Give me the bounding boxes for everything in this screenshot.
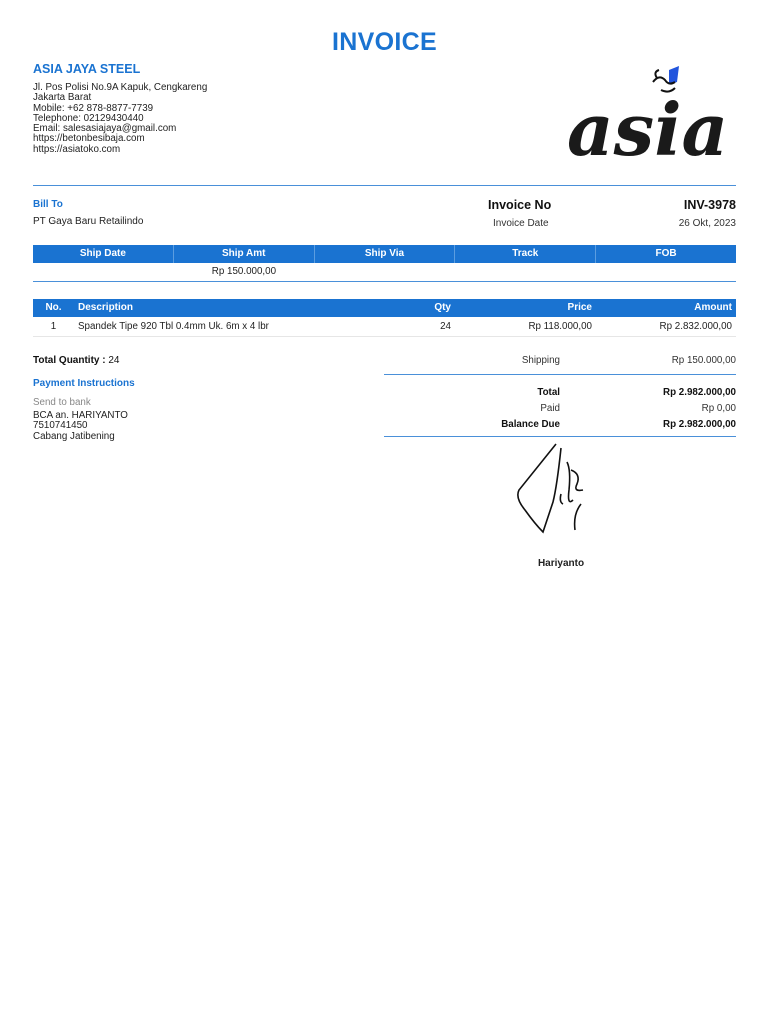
bank-account-number: 7510741450 (33, 420, 88, 432)
mobile-line: Mobile: +62 878-8877-7739 (33, 102, 154, 114)
total-quantity-label: Total Quantity : (33, 355, 106, 366)
bank-account-name: BCA an. HARIYANTO (33, 410, 128, 421)
ship-via-header: Ship Via (315, 245, 456, 263)
items-table-header (33, 299, 736, 317)
balance-due-label: Balance Due (501, 419, 560, 430)
qty-header: Qty (434, 302, 451, 313)
summary-divider (384, 436, 736, 437)
shipping-table-row (33, 263, 736, 280)
fob-header: FOB (655, 248, 677, 259)
description-header: Description (78, 302, 134, 313)
track-header: Track (455, 245, 596, 263)
table-row (33, 318, 736, 337)
price-header: Price (567, 302, 592, 313)
ship-date-cell (33, 263, 174, 280)
shipping-table-header (33, 245, 736, 263)
total-quantity-value: 24 (108, 355, 120, 366)
company-name: ASIA JAYA STEEL (33, 62, 141, 76)
bill-to-label: Bill To (33, 199, 63, 210)
payment-sub: Send to bank (33, 397, 91, 408)
invoice-page (33, 0, 736, 1024)
paid-value: Rp 0,00 (701, 403, 736, 414)
signature-image (511, 440, 611, 540)
item-qty: 24 (440, 321, 451, 332)
payment-instructions-label: Payment Instructions (33, 378, 135, 389)
item-no: 1 (50, 321, 57, 332)
invoice-date-label: Invoice Date (493, 218, 549, 229)
telephone-line: Telephone: 02129430440 (33, 112, 144, 124)
paid-label: Paid (540, 403, 560, 414)
ship-date-header: Ship Date (33, 245, 174, 263)
shipping-label: Shipping (521, 355, 560, 366)
item-amount: Rp 2.832.000,00 (659, 321, 732, 332)
total-value: Rp 2.982.000,00 (663, 387, 736, 398)
bank-branch: Cabang Jatibening (33, 430, 115, 442)
address-line: Jakarta Barat (33, 92, 92, 104)
signer-name: Hariyanto (537, 558, 585, 569)
amount-header: Amount (694, 302, 732, 313)
company-logo (565, 60, 735, 170)
ship-amt-cell: Rp 150.000,00 (211, 266, 277, 277)
document-title: INVOICE (332, 28, 437, 56)
invoice-date-value: 26 Okt, 2023 (678, 218, 736, 229)
email-line: Email: salesasiajaya@gmail.com (33, 123, 177, 135)
invoice-no-label: Invoice No (488, 198, 552, 212)
item-price: Rp 118.000,00 (528, 321, 592, 332)
shipping-value: Rp 150.000,00 (671, 355, 736, 366)
balance-due-value: Rp 2.982.000,00 (663, 419, 736, 430)
website-line: https://asiatoko.com (33, 143, 121, 155)
item-description: Spandek Tipe 920 Tbl 0.4mm Uk. 6m x 4 lbr (78, 321, 269, 332)
logo-flag-icon (669, 66, 679, 84)
fob-cell (595, 263, 736, 280)
logo-text: asia (567, 87, 729, 170)
track-cell (455, 263, 596, 280)
ship-via-cell (314, 263, 455, 280)
invoice-no-value: INV-3978 (683, 198, 736, 212)
total-quantity (33, 355, 120, 366)
no-header: No. (45, 302, 62, 313)
address-line: Jl. Pos Polisi No.9A Kapuk, Cengkareng (33, 82, 208, 93)
summary-divider (384, 374, 736, 375)
website-line: https://betonbesibaja.com (33, 133, 145, 145)
bill-to-name: PT Gaya Baru Retailindo (33, 216, 144, 227)
total-label: Total (537, 387, 560, 398)
divider (33, 281, 736, 282)
payment-details (33, 411, 128, 442)
ship-amt-header: Ship Amt (174, 245, 315, 263)
company-address (33, 83, 207, 155)
divider (33, 185, 736, 186)
